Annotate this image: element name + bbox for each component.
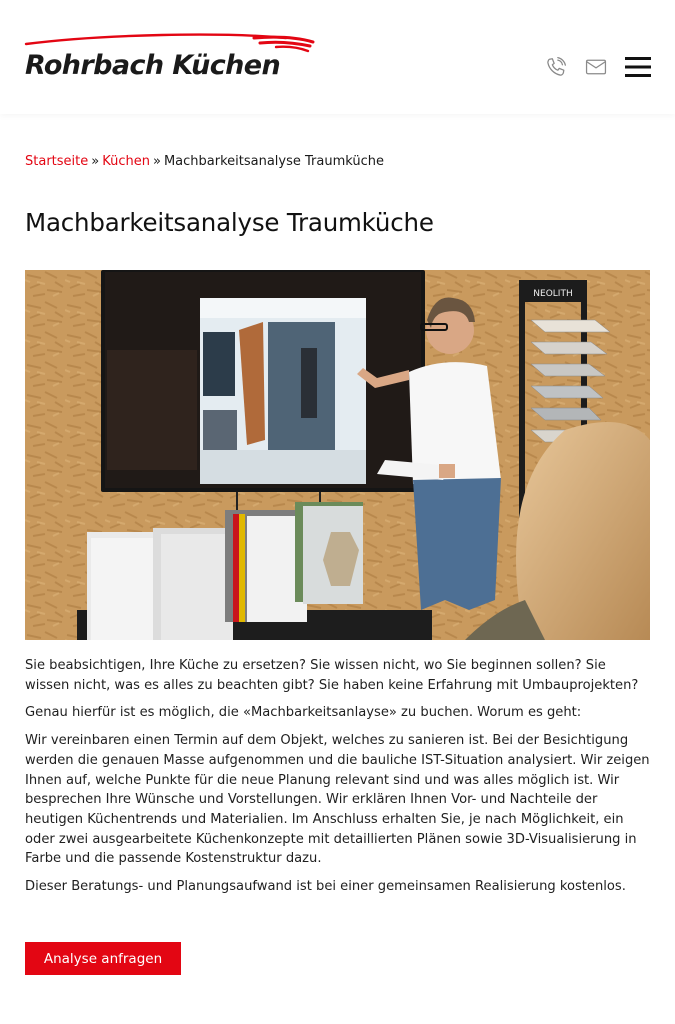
site-header	[0, 0, 675, 114]
hero-illustration	[25, 270, 650, 640]
logo[interactable]	[24, 30, 316, 86]
paragraph-cost: Dieser Beratungs- und Planungsaufwand ist bei einer gemeinsamen Realisierung kostenlos.	[25, 879, 626, 895]
paragraph-intro: Sie beabsichtigen, Ihre Küche zu ersetzen? Sie wissen nicht, wo Sie beginnen sollen? Sie wissen nicht, was es alles zu beachten gibt? Sie haben keine Erfahrung mit Umbauprojekten?	[25, 658, 639, 693]
breadcrumb-link-kuechen[interactable]: Küchen	[102, 154, 150, 169]
neolith-logo: NEOLITH	[533, 289, 573, 299]
breadcrumb-separator: »	[152, 154, 161, 169]
menu-icon[interactable]	[625, 56, 651, 78]
article-body	[25, 656, 650, 905]
hero-image	[25, 270, 650, 640]
mail-icon[interactable]	[585, 58, 607, 76]
breadcrumb-link-startseite[interactable]: Startseite	[25, 154, 89, 169]
paragraph-booking: Genau hierfür ist es möglich, die «Machbarkeitsanlayse» zu buchen. Worum es geht:	[25, 705, 582, 721]
logo-text: Rohrbach Küchen	[25, 50, 281, 81]
phone-icon[interactable]	[545, 56, 567, 78]
paragraph-details: Wir vereinbaren einen Termin auf dem Objekt, welches zu sanieren ist. Bei der Besichtigung werden die genauen Masse aufgenommen und die bauliche IST-Situation analysiert. Wir zeigen Ihnen auf, welche Punkte für die neue Planung relevant sind und was alles möglich ist. Wir besprechen Ihre Wünsche und Vorstellungen. Wir erklären Ihnen Vor- und Nachteile der heutigen Küchentrends und Materialien. Im Anschluss erhalten Sie, je nach Möglichkeit, ein oder zwei ausgearbeitete Küchenkonzepte mit detaillierten Plänen sowie 3D-Visualisierung in Farbe und die passende Kostenstruktur dazu.	[25, 733, 650, 867]
breadcrumb-current: Machbarkeitsanalyse Traumküche	[163, 154, 384, 169]
header-actions	[545, 54, 651, 80]
page-title: Machbarkeitsanalyse Traumküche	[25, 208, 434, 237]
breadcrumb-separator: »	[91, 154, 100, 169]
request-analysis-button[interactable]: Analyse anfragen	[25, 942, 181, 975]
breadcrumb	[25, 153, 384, 171]
